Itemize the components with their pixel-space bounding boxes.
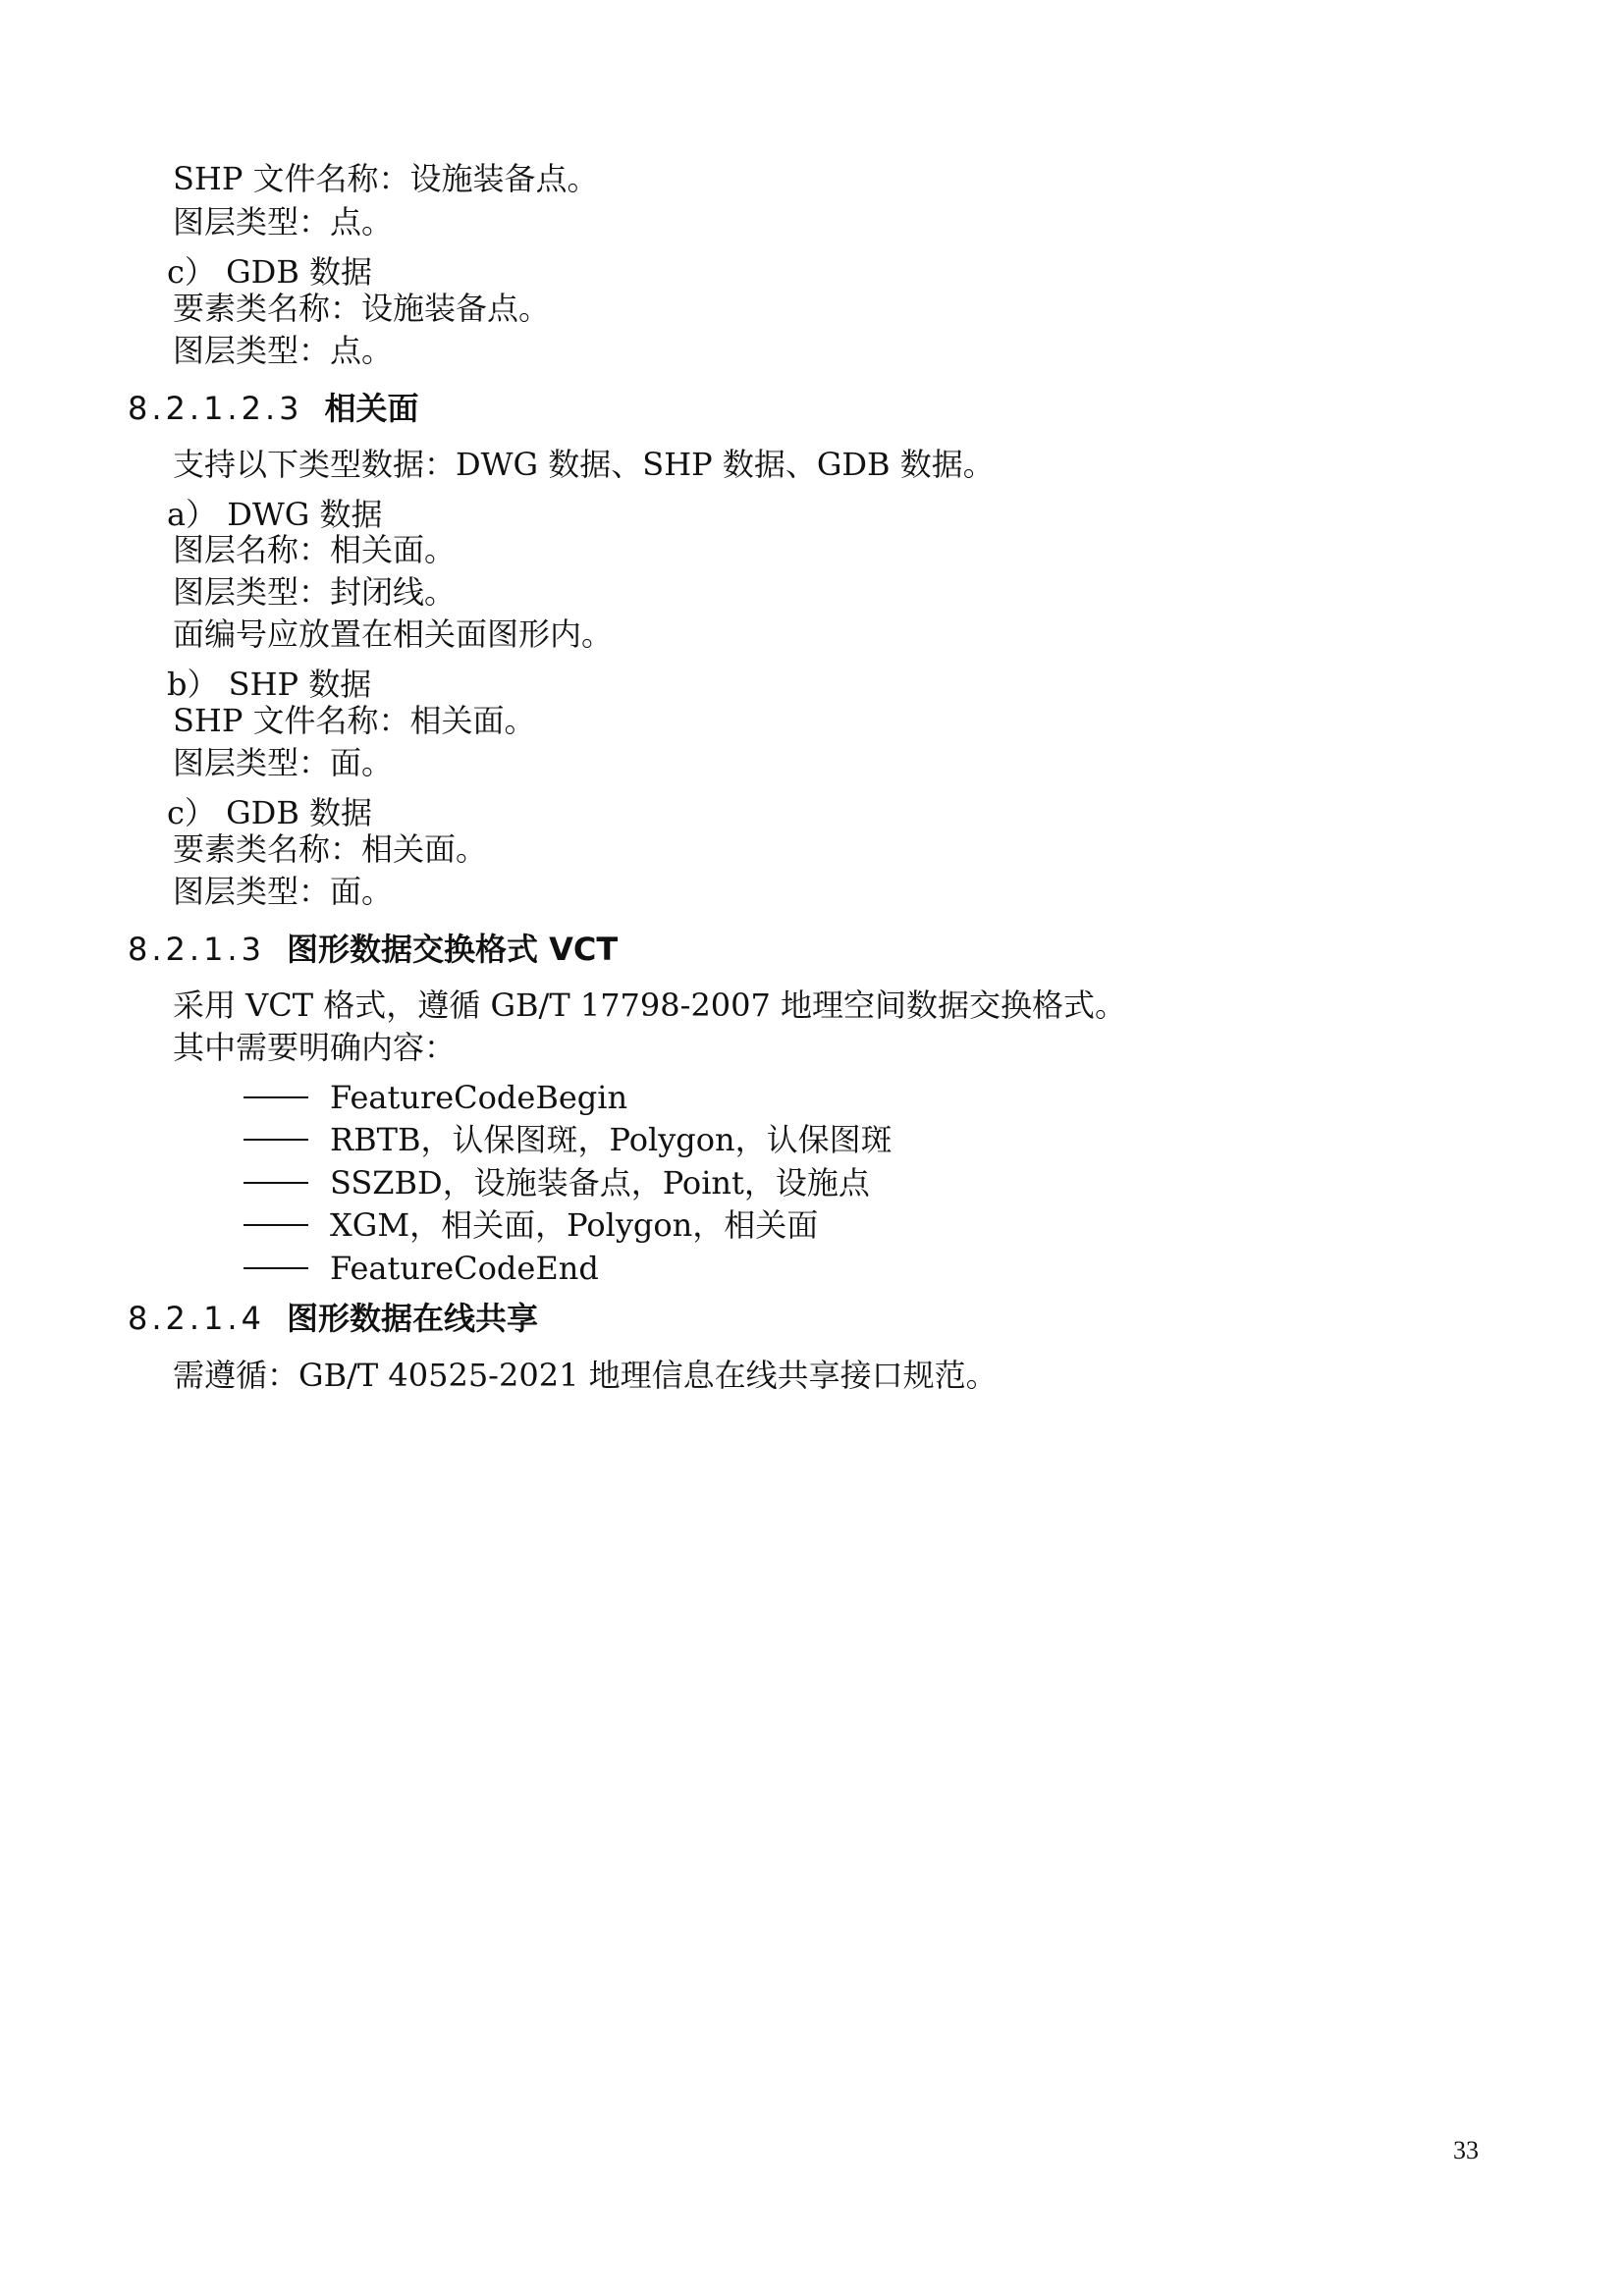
list-item-text: SSZBD，设施装备点，Point，设施点 (330, 1164, 870, 1201)
supported-data-types: 支持以下类型数据：DWG 数据、SHP 数据、GDB 数据。 (173, 446, 995, 483)
layer-name-related: 图层名称：相关面。 (173, 531, 457, 568)
section-title: 图形数据交换格式 VCT (286, 931, 619, 968)
dash-bullet-icon (244, 1182, 308, 1184)
shp-filename-related: SHP 文件名称：相关面。 (173, 702, 536, 739)
list-label-gdb: c） GDB 数据 (167, 253, 373, 291)
section-heading-online-share (128, 1299, 538, 1338)
section-heading-vct (128, 930, 618, 969)
list-label-dwg: a） DWG 数据 (167, 496, 383, 533)
layer-type-closed-line: 图层类型：封闭线。 (173, 573, 457, 611)
layer-type-face: 图层类型：面。 (173, 744, 394, 781)
section-number: 8.2.1.4 (128, 1300, 265, 1337)
list-item-text: FeatureCodeEnd (330, 1250, 599, 1287)
section-heading-related-face (128, 389, 419, 428)
feature-class-facility: 要素类名称：设施装备点。 (173, 290, 551, 327)
dash-bullet-icon (244, 1224, 308, 1226)
vct-content-intro: 其中需要明确内容： (173, 1029, 457, 1066)
list-label-shp: b） SHP 数据 (167, 666, 372, 703)
feature-class-related: 要素类名称：相关面。 (173, 830, 488, 868)
dash-bullet-icon (244, 1096, 308, 1098)
layer-type-point: 图层类型：点。 (173, 332, 394, 369)
section-title: 相关面 (324, 390, 419, 427)
online-share-rule: 需遵循：GB/T 40525-2021 地理信息在线共享接口规范。 (173, 1357, 998, 1394)
dash-bullet-icon (244, 1139, 308, 1141)
list-item (244, 1120, 893, 1159)
layer-type-point: 图层类型：点。 (173, 203, 394, 240)
list-item-text: FeatureCodeBegin (330, 1079, 628, 1116)
list-item (244, 1249, 599, 1288)
section-number: 8.2.1.2.3 (128, 390, 303, 427)
list-item (244, 1078, 627, 1117)
section-title: 图形数据在线共享 (286, 1300, 538, 1337)
page-number: 33 (1453, 2136, 1479, 2164)
list-item-text: RBTB，认保图斑，Polygon，认保图斑 (330, 1121, 893, 1158)
dash-bullet-icon (244, 1267, 308, 1269)
shp-filename-facility: SHP 文件名称：设施装备点。 (173, 160, 599, 197)
list-item-text: XGM，相关面，Polygon，相关面 (330, 1206, 819, 1244)
layer-type-face: 图层类型：面。 (173, 873, 394, 910)
section-number: 8.2.1.3 (128, 931, 265, 968)
vct-adopt-statement: 采用 VCT 格式，遵循 GB/T 17798-2007 地理空间数据交换格式。 (173, 987, 1127, 1024)
list-item (244, 1163, 870, 1202)
list-item (244, 1205, 818, 1245)
face-number-note: 面编号应放置在相关面图形内。 (173, 615, 614, 653)
list-label-gdb: c） GDB 数据 (167, 794, 373, 831)
